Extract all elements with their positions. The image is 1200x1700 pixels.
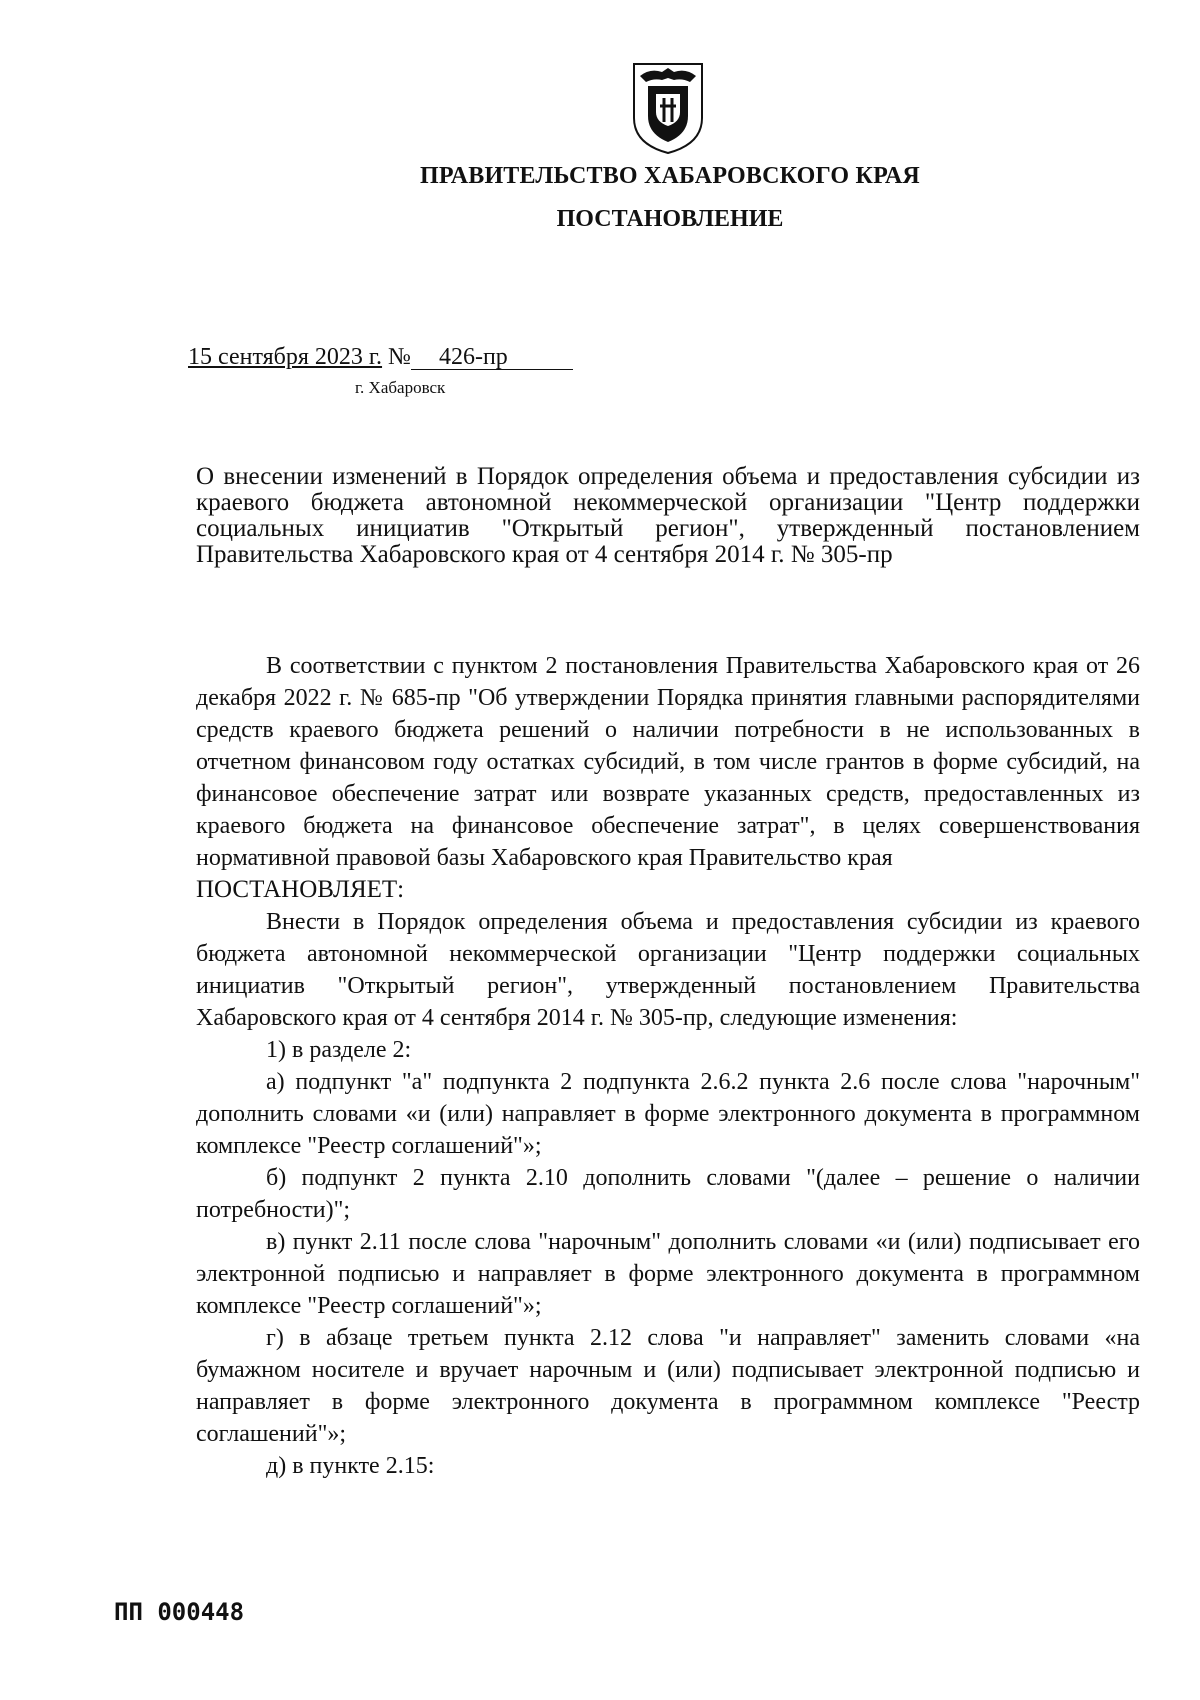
item-a: а) подпункт "а" подпункта 2 подпункта 2.6.2 пункта 2.6 после слова "нарочным" дополнить словами «и (или) направляет в форме электронного документа в программном комплексе "Реестр соглашений"»; bbox=[196, 1069, 1140, 1159]
document-subject: О внесении изменений в Порядок определения объема и предоставления субсидии из краевого бюджета автономной некоммерческой организации "Центр поддержки социальных инициатив "Открытый регион", утвержденный постановлением Правительства Хабаровского края от 4 сентября 2014 г. № 305-пр bbox=[196, 463, 1140, 568]
preamble-paragraph: В соответствии с пунктом 2 постановления Правительства Хабаровского края от 26 декабря 2022 г. № 685-пр "Об утверждении Порядка принятия главными распорядителями средств краевого бюджета решений о наличии потребности в не использованных в отчетном финансовом году остатках субсидий, в том числе грантов в форме субсидий, на финансовое обеспечение затрат или возврате указанных средств, предоставленных из краевого бюджета на финансовое обеспечение затрат", в целях совершенствования нормативной правовой базы Хабаровского края Правительство края bbox=[196, 653, 1140, 871]
date-number-line bbox=[188, 344, 573, 371]
document-body bbox=[196, 650, 1140, 1482]
item-1: 1) в разделе 2: bbox=[266, 1037, 412, 1063]
government-title: ПРАВИТЕЛЬСТВО ХАБАРОВСКОГО КРАЯ bbox=[420, 163, 920, 189]
item-v: в) пункт 2.11 после слова "нарочным" дополнить словами «и (или) подписывает его электронной подписью и направляет в форме электронного документа в программном комплексе "Реестр соглашений"»; bbox=[196, 1229, 1140, 1319]
document-city: г. Хабаровск bbox=[355, 378, 446, 397]
document-date: 15 сентября 2023 г. bbox=[188, 344, 383, 370]
item-b: б) подпункт 2 пункта 2.10 дополнить словами "(далее – решение о наличии потребности)"; bbox=[196, 1165, 1140, 1223]
item-g: г) в абзаце третьем пункта 2.12 слова "и направляет" заменить словами «на бумажном носителе и вручает нарочным и (или) подписывает электронной подписью и направляет в форме электронного документа в программном комплексе "Реестр соглашений"»; bbox=[196, 1325, 1140, 1447]
document-type: ПОСТАНОВЛЕНИЕ bbox=[556, 206, 784, 232]
intro-paragraph: Внести в Порядок определения объема и предоставления субсидии из краевого бюджета автономной некоммерческой организации "Центр поддержки социальных инициатив "Открытый регион", утвержденный постановлением Правительства Хабаровского края от 4 сентября 2014 г. № 305-пр, следующие изменения: bbox=[196, 909, 1140, 1031]
number-label: № bbox=[388, 344, 411, 370]
document-number: 426-пр bbox=[411, 345, 573, 370]
resolves-heading: ПОСТАНОВЛЯЕТ: bbox=[196, 876, 405, 903]
footer-code: ПП 000448 bbox=[114, 1598, 245, 1626]
khabarovsk-coat-of-arms-icon bbox=[628, 60, 708, 156]
item-d: д) в пункте 2.15: bbox=[266, 1453, 435, 1479]
